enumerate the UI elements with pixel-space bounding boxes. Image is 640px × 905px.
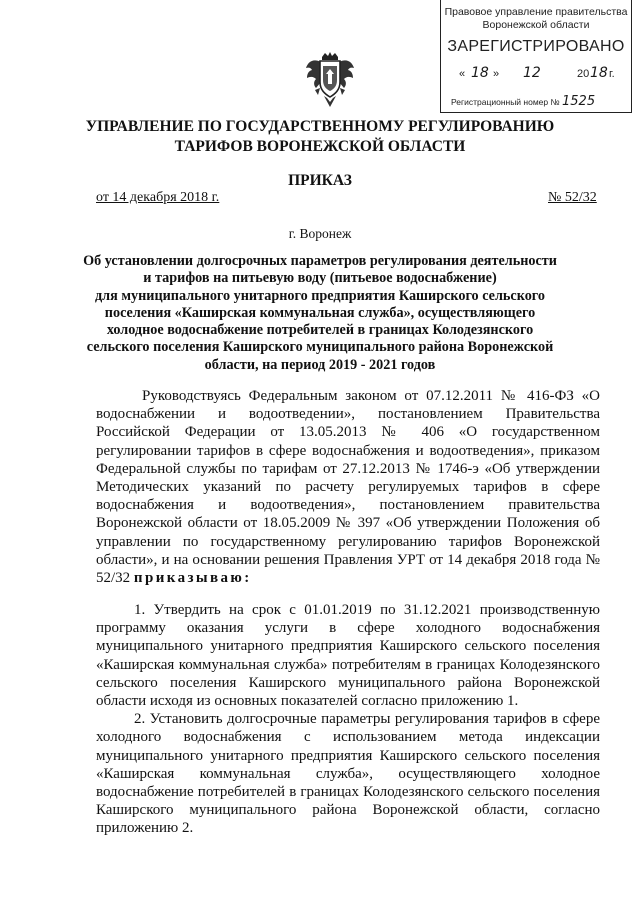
order-items [96, 601, 600, 838]
org-line-1: УПРАВЛЕНИЕ ПО ГОСУДАРСТВЕННОМУ РЕГУЛИРОВАНИЮ [85, 118, 555, 135]
document-type: ПРИКАЗ [288, 172, 352, 189]
coat-of-arms-icon [305, 52, 355, 108]
stamp-registered: ЗАРЕГИСТРИРОВАНО [447, 38, 625, 55]
stamp-reg-number [451, 94, 595, 109]
preamble-paragraph [96, 387, 600, 587]
order-item-2: 2. Установить долгосрочные параметры регулирования тарифов в сфере холодного водоснабжения с использованием метода индексации муниципального унитарного предприятия Каширского сельского поселения «Каширская коммунальная служба», осуществляющего холодное водоснабжение потребителей в границах Колодезянского сельского поселения Каширского муниципального района Воронежской области, согласно приложению 2. [96, 711, 600, 837]
document-title [0, 253, 640, 374]
stamp-year-suffix: г. [609, 68, 615, 80]
stamp-quote-close: » [493, 68, 500, 80]
document-date: от 14 декабря 2018 г. [96, 190, 220, 205]
preamble-text: Руководствуясь Федеральным законом от 07.12.2011 № 416-ФЗ «О водоснабжении и водоотведении», постановлением Правительства Российской Федерации от 13.05.2013 № 406 «О государственном регулировании тарифов в сфере водоснабжения и водоотведения», приказом Федеральной службы по тарифам от 27.12.2013 № 1746-э «Об утверждении Методических указаний по расчету регулируемых тарифов в сфере водоснабжения и водоотведения», постановлением правительства Воронежской области от 18.05.2009 № 397 «Об утверждении Положения об управлении по государственному регулированию тарифов Воронежской области», и на основании решения Правления УРТ от 14 декабря 2018 года № 52/32 [96, 388, 600, 587]
stamp-year: 18 [590, 65, 608, 81]
document-number: № 52/32 [548, 190, 597, 205]
stamp-authority-line2: Воронежской области [482, 19, 590, 31]
title-line: области, на период 2019 - 2021 годов [204, 356, 436, 373]
registration-stamp [440, 0, 632, 113]
title-line: сельского поселения Каширского муниципального района Воронежской [86, 339, 554, 356]
title-line: и тарифов на питьевую воду (питьевое водоснабжение) [143, 270, 497, 287]
stamp-date [453, 65, 623, 84]
stamp-reg-value: 1525 [562, 94, 596, 109]
stamp-month: 12 [523, 65, 541, 81]
stamp-day: 18 [471, 65, 489, 81]
order-item-1: 1. Утвердить на срок с 01.01.2019 по 31.12.2021 производственную программу оказания услуги в сфере холодного водоснабжения муниципального унитарного предприятия Каширского сельского поселения «Каширская коммунальная служба» потребителям в границах Колодезянского сельского поселения Каширского муниципального района Воронежской области исходя из основных показателей согласно приложению 1. [96, 602, 600, 710]
document-city: г. Воронеж [288, 226, 352, 241]
order-word: приказываю: [133, 570, 252, 587]
title-line: для муниципального унитарного предприятия Каширского сельского [94, 287, 545, 304]
stamp-reg-label: Регистрационный номер № [451, 97, 560, 107]
org-line-2: ТАРИФОВ ВОРОНЕЖСКОЙ ОБЛАСТИ [174, 138, 466, 155]
stamp-year-prefix: 20 [577, 68, 590, 80]
stamp-quote-open: « [459, 68, 466, 80]
stamp-authority-line1: Правовое управление правительства [444, 6, 628, 18]
title-line: поселения «Каширская коммунальная служба», осуществляющего [104, 304, 536, 321]
organization-header [0, 117, 640, 157]
title-line: Об установлении долгосрочных параметров регулирования деятельности [83, 253, 557, 269]
title-line: холодное водоснабжение потребителей в границах Колодезянского [106, 322, 534, 339]
